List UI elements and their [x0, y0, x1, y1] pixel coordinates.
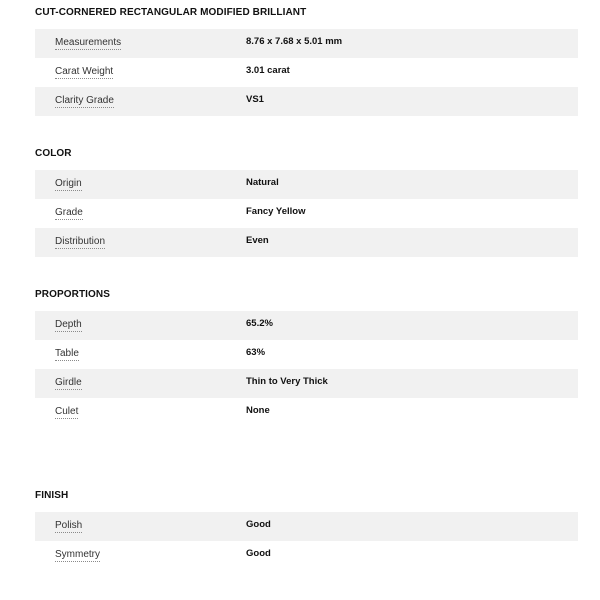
- table-row: [35, 369, 578, 398]
- row-label[interactable]: Polish: [55, 520, 83, 531]
- row-label[interactable]: Girdle: [55, 377, 82, 388]
- scrollbar[interactable]: [596, 0, 600, 600]
- row-value: 3.01 carat: [246, 65, 290, 76]
- table-row: [35, 398, 578, 427]
- row-label[interactable]: Table: [55, 348, 79, 359]
- row-label[interactable]: Distribution: [55, 236, 106, 247]
- row-value: Good: [246, 519, 271, 530]
- row-label[interactable]: Clarity Grade: [55, 95, 114, 106]
- row-label[interactable]: Grade: [55, 207, 83, 218]
- row-value: VS1: [246, 94, 264, 105]
- table-row: [35, 58, 578, 87]
- table-row: [35, 340, 578, 369]
- row-value: Thin to Very Thick: [246, 376, 328, 387]
- table-proportions: [35, 311, 578, 427]
- table-color: [35, 170, 578, 257]
- row-value: 65.2%: [246, 318, 273, 329]
- table-cut: [35, 29, 578, 116]
- table-row: [35, 29, 578, 58]
- table-row: [35, 541, 578, 570]
- table-row: [35, 87, 578, 116]
- row-value: None: [246, 405, 270, 416]
- table-row: [35, 512, 578, 541]
- table-row: [35, 311, 578, 340]
- row-value: Even: [246, 235, 269, 246]
- row-value: Good: [246, 548, 271, 559]
- row-value: 8.76 x 7.68 x 5.01 mm: [246, 36, 343, 47]
- row-label[interactable]: Carat Weight: [55, 66, 114, 77]
- row-label[interactable]: Depth: [55, 319, 82, 330]
- table-finish: [35, 512, 578, 570]
- table-row: [35, 170, 578, 199]
- section-title-cut: CUT-CORNERED RECTANGULAR MODIFIED BRILLIANT: [35, 7, 307, 18]
- table-row: [35, 199, 578, 228]
- row-label[interactable]: Measurements: [55, 37, 122, 48]
- table-row: [35, 228, 578, 257]
- row-label[interactable]: Culet: [55, 406, 79, 417]
- section-title-proportions: PROPORTIONS: [35, 289, 110, 300]
- row-value: Natural: [246, 177, 279, 188]
- row-value: 63%: [246, 347, 266, 358]
- section-title-color: COLOR: [35, 148, 72, 159]
- row-label[interactable]: Origin: [55, 178, 82, 189]
- section-title-finish: FINISH: [35, 490, 69, 501]
- row-value: Fancy Yellow: [246, 206, 306, 217]
- row-label[interactable]: Symmetry: [55, 549, 100, 560]
